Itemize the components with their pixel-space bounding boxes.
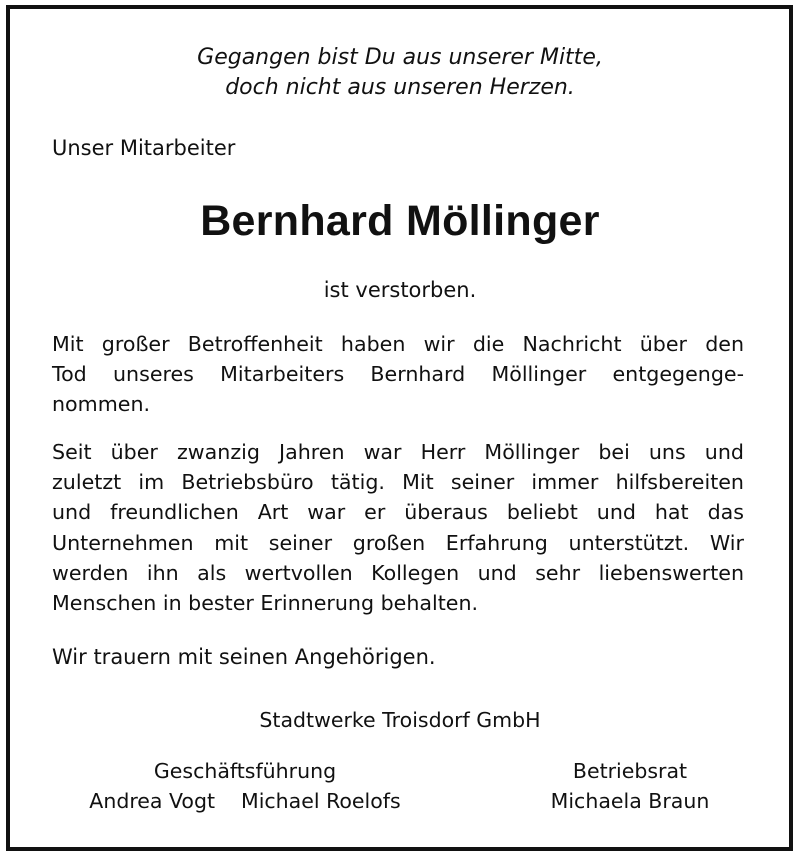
signature-works-council [520, 756, 740, 816]
paragraph-1-line: Mit großer Betroffenheit haben wir die Nachricht über den [52, 332, 744, 356]
paragraph-1-line: nommen. [52, 392, 151, 417]
paragraph-2-line: werden ihn als wertvollen Kollegen und sehr liebenswerten [52, 560, 744, 585]
signature-works-council-title: Betriebsrat [572, 759, 688, 783]
signatory-name: Michael Roelofs [241, 789, 401, 813]
signatory-name: Andrea Vogt [89, 789, 216, 813]
paragraph-2-line: Unternehmen mit seiner großen Erfahrung unterstützt. Wir [52, 530, 744, 555]
paragraph-2 [52, 437, 744, 618]
motto-line-1: Gegangen bist Du aus unserer Mitte, [197, 45, 603, 70]
signature-management-title: Geschäftsführung [153, 759, 337, 783]
closing-text: Wir trauern mit seinen Angehörigen. [52, 645, 436, 669]
deceased-name: Bernhard Möllinger [200, 197, 600, 245]
signature-management [60, 756, 430, 816]
signature-works-council-names [520, 786, 740, 816]
paragraph-2-line: und freundlichen Art war er überaus beliebt und hat das [52, 500, 744, 525]
motto-line-2: doch nicht aus unseren Herzen. [225, 75, 575, 100]
announcement-text: ist verstorben. [323, 278, 477, 302]
signature-management-names [60, 786, 430, 816]
paragraph-1 [52, 329, 744, 420]
signatory-name: Michaela Braun [550, 789, 710, 813]
paragraph-2-line: zuletzt im Betriebsbüro tätig. Mit seiner immer hilfsbereiten [52, 470, 744, 495]
motto [0, 43, 800, 103]
company-name: Stadtwerke Troisdorf GmbH [259, 708, 541, 732]
intro-text: Unser Mitarbeiter [52, 136, 236, 160]
paragraph-2-line: Seit über zwanzig Jahren war Herr Möllinger bei uns und [52, 440, 744, 464]
paragraph-1-line: Tod unseres Mitarbeiters Bernhard Möllinger entgegenge- [52, 362, 744, 387]
paragraph-2-line: Menschen in bester Erinnerung behalten. [52, 591, 479, 616]
